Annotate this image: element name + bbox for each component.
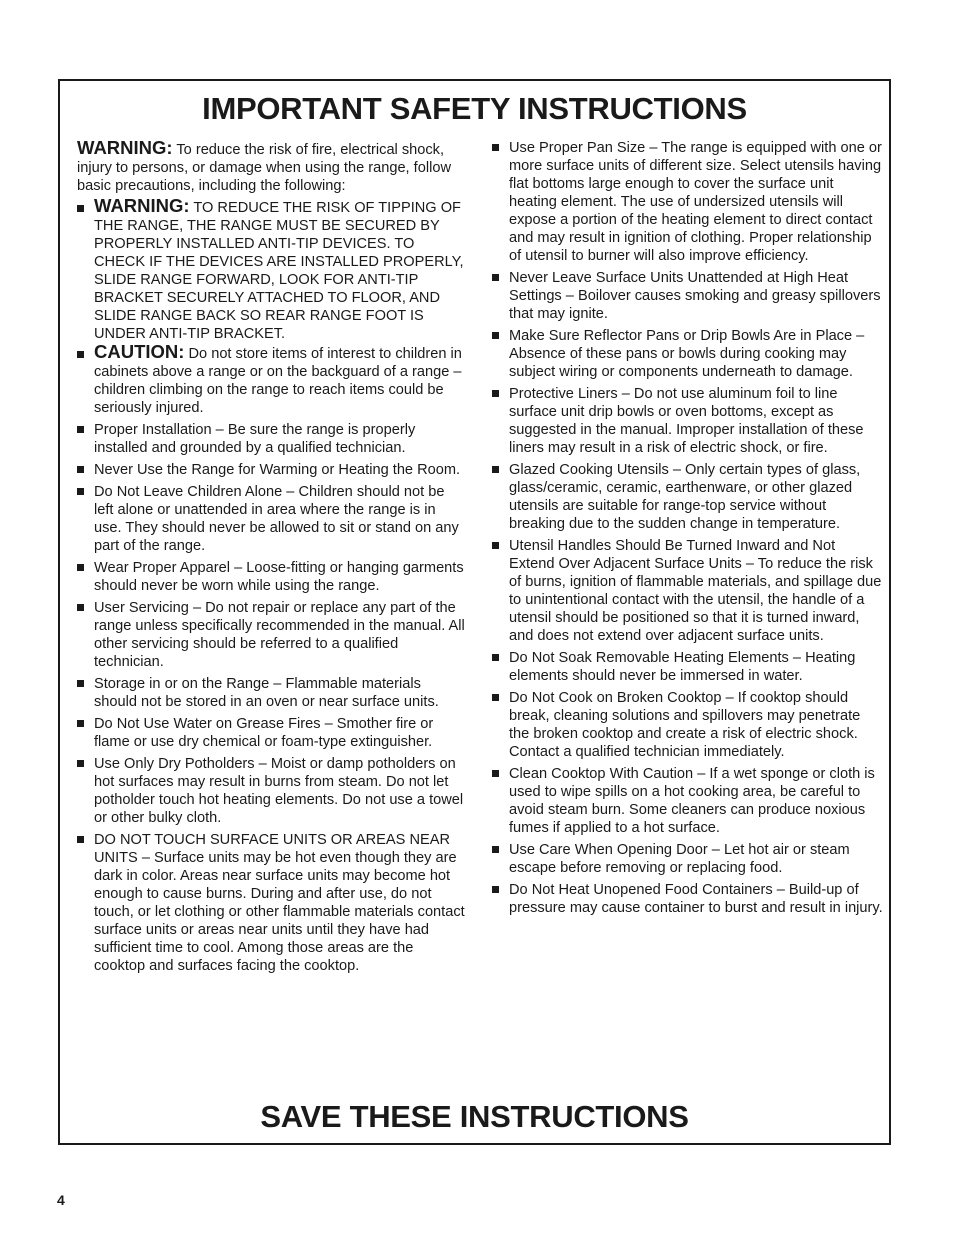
list-item	[492, 269, 884, 323]
list-item	[77, 715, 465, 751]
save-instructions-title: SAVE THESE INSTRUCTIONS	[260, 1099, 689, 1134]
list-item	[492, 537, 884, 645]
square-bullet-icon	[77, 680, 84, 687]
square-bullet-icon	[492, 770, 499, 777]
list-item	[77, 197, 465, 343]
item-text: Use Only Dry Potholders – Moist or damp potholders on hot surfaces may result in burns from steam. Do not let potholder touch hot heating elements. Do not use a towel or other bulky cloth.	[94, 756, 464, 826]
item-text: Proper Installation – Be sure the range is properly installed and grounded by a qualified technician.	[94, 422, 416, 456]
square-bullet-icon	[492, 542, 499, 549]
list-item	[77, 483, 465, 555]
safety-instructions-box	[58, 79, 891, 1145]
square-bullet-icon	[77, 205, 84, 212]
list-item	[77, 421, 465, 457]
item-lead-label: WARNING:	[94, 195, 190, 216]
item-text: Do not store items of interest to children in cabinets above a range or on the backguard of a range – children climbing on the range to reach items could be seriously injured.	[94, 346, 462, 416]
square-bullet-icon	[492, 466, 499, 473]
page-title: IMPORTANT SAFETY INSTRUCTIONS	[202, 91, 747, 126]
square-bullet-icon	[492, 144, 499, 151]
square-bullet-icon	[77, 760, 84, 767]
list-item	[77, 559, 465, 595]
item-lead-label: CAUTION:	[94, 341, 185, 362]
list-item	[492, 461, 884, 533]
list-item	[77, 343, 465, 417]
item-text: Never Use the Range for Warming or Heating the Room.	[94, 462, 461, 478]
square-bullet-icon	[77, 426, 84, 433]
square-bullet-icon	[492, 390, 499, 397]
item-text: DO NOT TOUCH SURFACE UNITS OR AREAS NEAR UNITS – Surface units may be hot even though they are dark in color. Areas near surface units may become hot enough to cause burns. During and after use, do not touch, or let clothing or other flammable materials contact surface units or areas near units until they have had sufficient time to cool. Among those areas are the cooktop and surfaces facing the cooktop.	[94, 832, 465, 974]
square-bullet-icon	[77, 836, 84, 843]
square-bullet-icon	[77, 564, 84, 571]
square-bullet-icon	[492, 274, 499, 281]
list-item	[77, 831, 465, 975]
square-bullet-icon	[77, 351, 84, 358]
item-text: Clean Cooktop With Caution – If a wet sponge or cloth is used to wipe spills on a hot cooking area, be careful to avoid steam burn. Some cleaners can produce noxious fumes if applied to a hot surface.	[509, 766, 875, 836]
item-text: Use Care When Opening Door – Let hot air or steam escape before removing or replacing food.	[509, 842, 850, 876]
square-bullet-icon	[77, 720, 84, 727]
list-item	[77, 675, 465, 711]
page-number: 4	[57, 1192, 65, 1208]
list-item	[492, 765, 884, 837]
item-text: Do Not Use Water on Grease Fires – Smother fire or flame or use dry chemical or foam-type extinguisher.	[94, 716, 434, 750]
list-item	[77, 755, 465, 827]
list-item	[492, 841, 884, 877]
intro-text: To reduce the risk of fire, electrical shock, injury to persons, or damage when using the range, follow basic precautions, including the following:	[77, 142, 451, 194]
list-item	[492, 327, 884, 381]
list-item	[77, 461, 465, 479]
square-bullet-icon	[77, 466, 84, 473]
list-item	[492, 689, 884, 761]
list-item	[77, 599, 465, 671]
item-text: TO REDUCE THE RISK OF TIPPING OF THE RANGE, THE RANGE MUST BE SECURED BY PROPERLY INSTALLED ANTI-TIP DEVICES. TO CHECK IF THE DEVICES ARE INSTALLED PROPERLY, SLIDE RANGE FORWARD, LOOK FOR ANTI-TIP BRACKET SECURELY ATTACHED TO FLOOR, AND SLIDE RANGE BACK SO REAR RANGE FOOT IS UNDER ANTI-TIP BRACKET.	[94, 200, 464, 342]
item-text: Utensil Handles Should Be Turned Inward and Not Extend Over Adjacent Surface Units – To reduce the risk of burns, ignition of flammable materials, and spillage due to unintentional contact with the utensil, the handle of a utensil should be positioned so that it is turned inward, and does not extend over adjacent surface units.	[509, 538, 882, 644]
square-bullet-icon	[492, 654, 499, 661]
right-instruction-list	[492, 139, 884, 917]
item-text: Do Not Soak Removable Heating Elements – Heating elements should never be immersed in water.	[509, 650, 856, 684]
item-text: Glazed Cooking Utensils – Only certain types of glass, glass/ceramic, ceramic, earthenware, or other glazed utensils are suitable for range-top service without breaking due to the sudden change in temperature.	[509, 462, 861, 532]
square-bullet-icon	[77, 488, 84, 495]
item-text: Make Sure Reflector Pans or Drip Bowls Are in Place – Absence of these pans or bowls during cooking may subject wiring or components underneath to damage.	[509, 328, 865, 380]
left-instruction-list	[77, 197, 465, 975]
square-bullet-icon	[492, 694, 499, 701]
square-bullet-icon	[492, 886, 499, 893]
item-text: Storage in or on the Range – Flammable materials should not be stored in an oven or near surface units.	[94, 676, 439, 710]
item-text: Never Leave Surface Units Unattended at High Heat Settings – Boilover causes smoking and greasy spillovers that may ignite.	[509, 270, 881, 322]
item-text: Protective Liners – Do not use aluminum foil to line surface unit drip bowls or oven bottoms, except as suggested in the manual. Improper installation of these liners may result in a risk of electric shock, or fire.	[509, 386, 864, 456]
item-text: Do Not Cook on Broken Cooktop – If cooktop should break, cleaning solutions and spillovers may penetrate the broken cooktop and create a risk of electric shock. Contact a qualified technician immediately.	[509, 690, 861, 760]
intro-paragraph	[77, 139, 465, 195]
item-text: Do Not Heat Unopened Food Containers – Build-up of pressure may cause container to burst and result in injury.	[509, 882, 883, 916]
intro-warning-label: WARNING:	[77, 137, 173, 158]
right-column	[492, 139, 884, 921]
item-text: User Servicing – Do not repair or replace any part of the range unless specifically recommended in the manual. All other servicing should be referred to a qualified technician.	[94, 600, 465, 670]
square-bullet-icon	[77, 604, 84, 611]
item-text: Use Proper Pan Size – The range is equipped with one or more surface units of different size. Select utensils having flat bottoms large enough to cover the surface unit heating element. The use of undersized utensils will expose a portion of the heating element to direct contact and may result in ignition of clothing. Proper relationship of utensil to burner will also improve efficiency.	[509, 140, 882, 264]
list-item	[492, 881, 884, 917]
list-item	[492, 649, 884, 685]
left-column	[77, 139, 465, 979]
item-text: Wear Proper Apparel – Loose-fitting or hanging garments should never be worn while using the range.	[94, 560, 464, 594]
square-bullet-icon	[492, 846, 499, 853]
item-text: Do Not Leave Children Alone – Children should not be left alone or unattended in area where the range is in use. They should never be allowed to sit or stand on any part of the range.	[94, 484, 459, 554]
list-item	[492, 139, 884, 265]
list-item	[492, 385, 884, 457]
square-bullet-icon	[492, 332, 499, 339]
